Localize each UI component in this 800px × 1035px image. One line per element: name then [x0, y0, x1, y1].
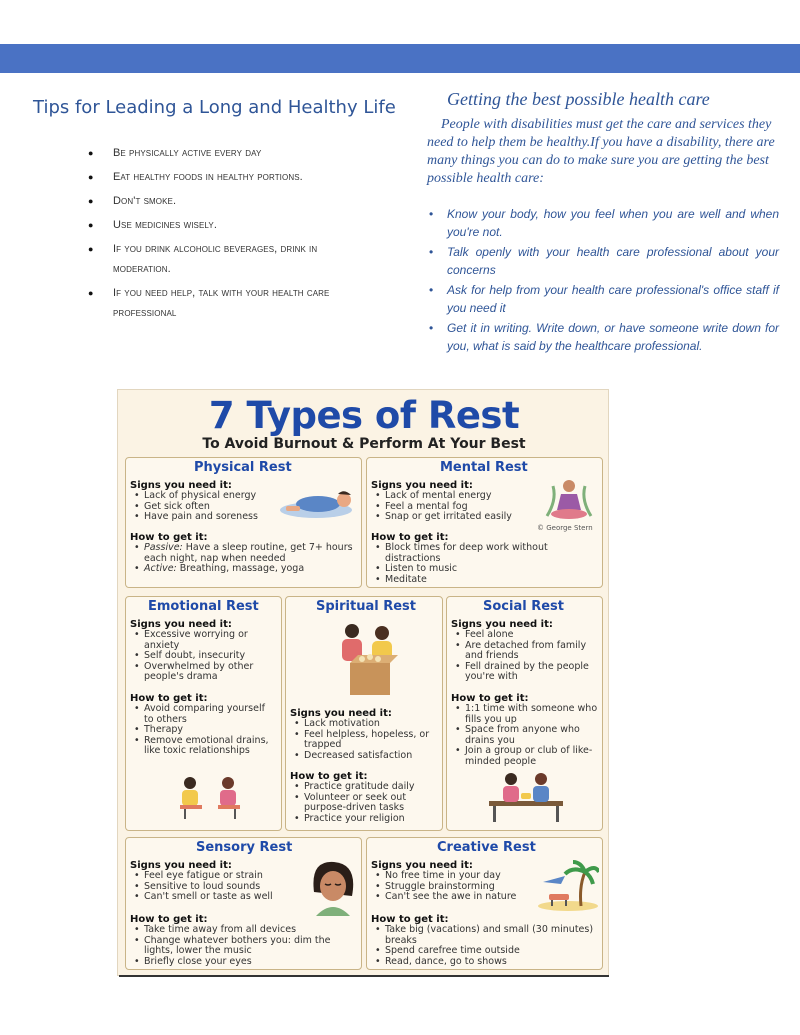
list-item: • Feel alone	[453, 630, 598, 641]
list-item: • Volunteer or seek out purpose-driven tasks	[292, 793, 440, 814]
signs-list	[132, 491, 272, 523]
how-label: How to get it:	[371, 914, 449, 925]
card-title: Social Rest	[483, 599, 564, 614]
signs-label: Signs you need it:	[290, 708, 392, 719]
tips-title: Tips for Leading a Long and Healthy Life	[33, 97, 396, 118]
friends-on-bench-icon	[483, 771, 569, 825]
card-spiritual-rest	[285, 596, 443, 831]
list-item: • Lack of mental energy	[373, 491, 538, 502]
how-label: How to get it:	[130, 914, 208, 925]
how-label: How to get it:	[371, 532, 449, 543]
list-item: • Change whatever bothers you: dim the lights, lower the music	[132, 936, 357, 957]
tip-item: ● If you need help, talk with your health care professional	[88, 283, 378, 323]
list-item: • Struggle brainstorming	[373, 882, 538, 893]
list-item: • Remove emotional drains, like toxic relationships	[132, 736, 277, 757]
how-label: How to get it:	[451, 693, 529, 704]
how-list	[132, 704, 277, 757]
card-creative-rest	[366, 837, 603, 970]
list-item: • Therapy	[132, 725, 277, 736]
signs-label: Signs you need it:	[130, 480, 232, 491]
meditating-person-icon	[543, 476, 595, 524]
infographic-bottom-rule	[119, 975, 609, 977]
list-item: • Feel eye fatigue or strain	[132, 871, 307, 882]
list-item: • 1:1 time with someone who fills you up	[453, 704, 598, 725]
list-item: • Lack of physical energy	[132, 491, 272, 502]
tip-item: ● Don't smoke.	[88, 189, 378, 213]
signs-list	[132, 630, 277, 683]
list-item: • Have pain and soreness	[132, 512, 272, 523]
signs-list	[373, 491, 538, 523]
list-item: • Get sick often	[132, 502, 272, 513]
list-item: • Read, dance, go to shows	[373, 957, 598, 968]
list-item: • No free time in your day	[373, 871, 538, 882]
signs-label: Signs you need it:	[371, 860, 473, 871]
list-item: • Spend carefree time outside	[373, 946, 598, 957]
card-physical-rest	[125, 457, 362, 588]
infographic-subtitle: To Avoid Burnout & Perform At Your Best	[202, 436, 526, 452]
list-item: • Practice gratitude daily	[292, 782, 440, 793]
how-list	[132, 543, 357, 575]
tip-item: ● Be physically active every day	[88, 141, 378, 165]
list-item: • Take big (vacations) and small (30 minutes) breaks	[373, 925, 598, 946]
signs-label: Signs you need it:	[130, 860, 232, 871]
how-list	[373, 543, 598, 585]
how-list	[453, 704, 598, 767]
how-label: How to get it:	[130, 532, 208, 543]
infographic-title: 7 Types of Rest	[208, 394, 520, 437]
sleeping-person-icon	[276, 480, 356, 524]
list-item: • Join a group or club of like-minded people	[453, 746, 598, 767]
list-item: • Decreased satisfaction	[292, 751, 440, 762]
volunteer-donation-box-icon	[330, 619, 406, 699]
list-item: • Lack motivation	[292, 719, 440, 730]
card-title: Sensory Rest	[196, 840, 293, 855]
list-item: • Overwhelmed by other people's drama	[132, 662, 277, 683]
list-item: • Passive: Have a sleep routine, get 7+ hours each night, nap when needed	[132, 543, 357, 564]
list-item: • Take time away from all devices	[132, 925, 357, 936]
health-care-title: Getting the best possible health care	[447, 89, 710, 109]
rest-infographic	[117, 389, 609, 976]
tip-item: ● Eat healthy foods in healthy portions.	[88, 165, 378, 189]
list-item: • Are detached from family and friends	[453, 641, 598, 662]
list-item: • Can't smell or taste as well	[132, 892, 307, 903]
list-item: • Snap or get irritated easily	[373, 512, 538, 523]
health-care-list	[427, 205, 779, 357]
list-item: • Fell drained by the people you're with	[453, 662, 598, 683]
card-title: Physical Rest	[194, 460, 292, 475]
list-item: • Can't see the awe in nature	[373, 892, 538, 903]
how-label: How to get it:	[290, 771, 368, 782]
how-list	[292, 782, 440, 824]
list-item: • Self doubt, insecurity	[132, 651, 277, 662]
list-item: • Feel helpless, hopeless, or trapped	[292, 730, 440, 751]
health-care-item: • Ask for help from your health care professional's office staff if you need it	[427, 281, 779, 317]
signs-label: Signs you need it:	[371, 480, 473, 491]
card-title: Emotional Rest	[148, 599, 259, 614]
two-people-talking-icon	[170, 773, 250, 821]
health-care-item: • Know your body, how you feel when you are well and when you're not.	[427, 205, 779, 241]
card-sensory-rest	[125, 837, 362, 970]
card-mental-rest	[366, 457, 603, 588]
list-item: • Feel a mental fog	[373, 502, 538, 513]
card-title: Spiritual Rest	[316, 599, 416, 614]
card-emotional-rest	[125, 596, 282, 831]
tip-item: ● If you drink alcoholic beverages, drink in moderation.	[88, 239, 378, 279]
signs-label: Signs you need it:	[451, 619, 553, 630]
signs-list	[292, 719, 440, 761]
how-list	[132, 925, 357, 967]
signs-list	[453, 630, 598, 683]
health-care-item: • Get it in writing. Write down, or have someone write down for you, what is said by the healthcare professional.	[427, 319, 779, 355]
list-item: • Avoid comparing yourself to others	[132, 704, 277, 725]
list-item: • Briefly close your eyes	[132, 957, 357, 968]
list-item: • Listen to music	[373, 564, 598, 575]
card-title: Mental Rest	[440, 460, 528, 475]
list-item: • Meditate	[373, 575, 598, 586]
card-social-rest	[446, 596, 603, 831]
header-bar	[0, 44, 800, 73]
signs-list	[373, 871, 538, 903]
list-item: • Excessive worrying or anxiety	[132, 630, 277, 651]
tip-item: ● Use medicines wisely.	[88, 213, 378, 237]
signs-label: Signs you need it:	[130, 619, 232, 630]
list-item: • Practice your religion	[292, 814, 440, 825]
beach-palm-tree-icon	[537, 860, 599, 912]
credit-text: © George Stern	[537, 524, 593, 532]
list-item: • Sensitive to loud sounds	[132, 882, 307, 893]
health-care-intro: People with disabilities must get the care and services they need to help them be healthy.If you have a disability, there are many things you can do to make sure you are getting the best possible health care:	[427, 117, 775, 186]
list-item: • Active: Breathing, massage, yoga	[132, 564, 357, 575]
how-list	[373, 925, 598, 967]
list-item: • Block times for deep work without distractions	[373, 543, 598, 564]
woman-eyes-closed-icon	[306, 858, 360, 918]
tips-list	[88, 141, 378, 327]
list-item: • Space from anyone who drains you	[453, 725, 598, 746]
signs-list	[132, 871, 307, 903]
health-care-item: • Talk openly with your health care professional about your concerns	[427, 243, 779, 279]
card-title: Creative Rest	[437, 840, 536, 855]
how-label: How to get it:	[130, 693, 208, 704]
